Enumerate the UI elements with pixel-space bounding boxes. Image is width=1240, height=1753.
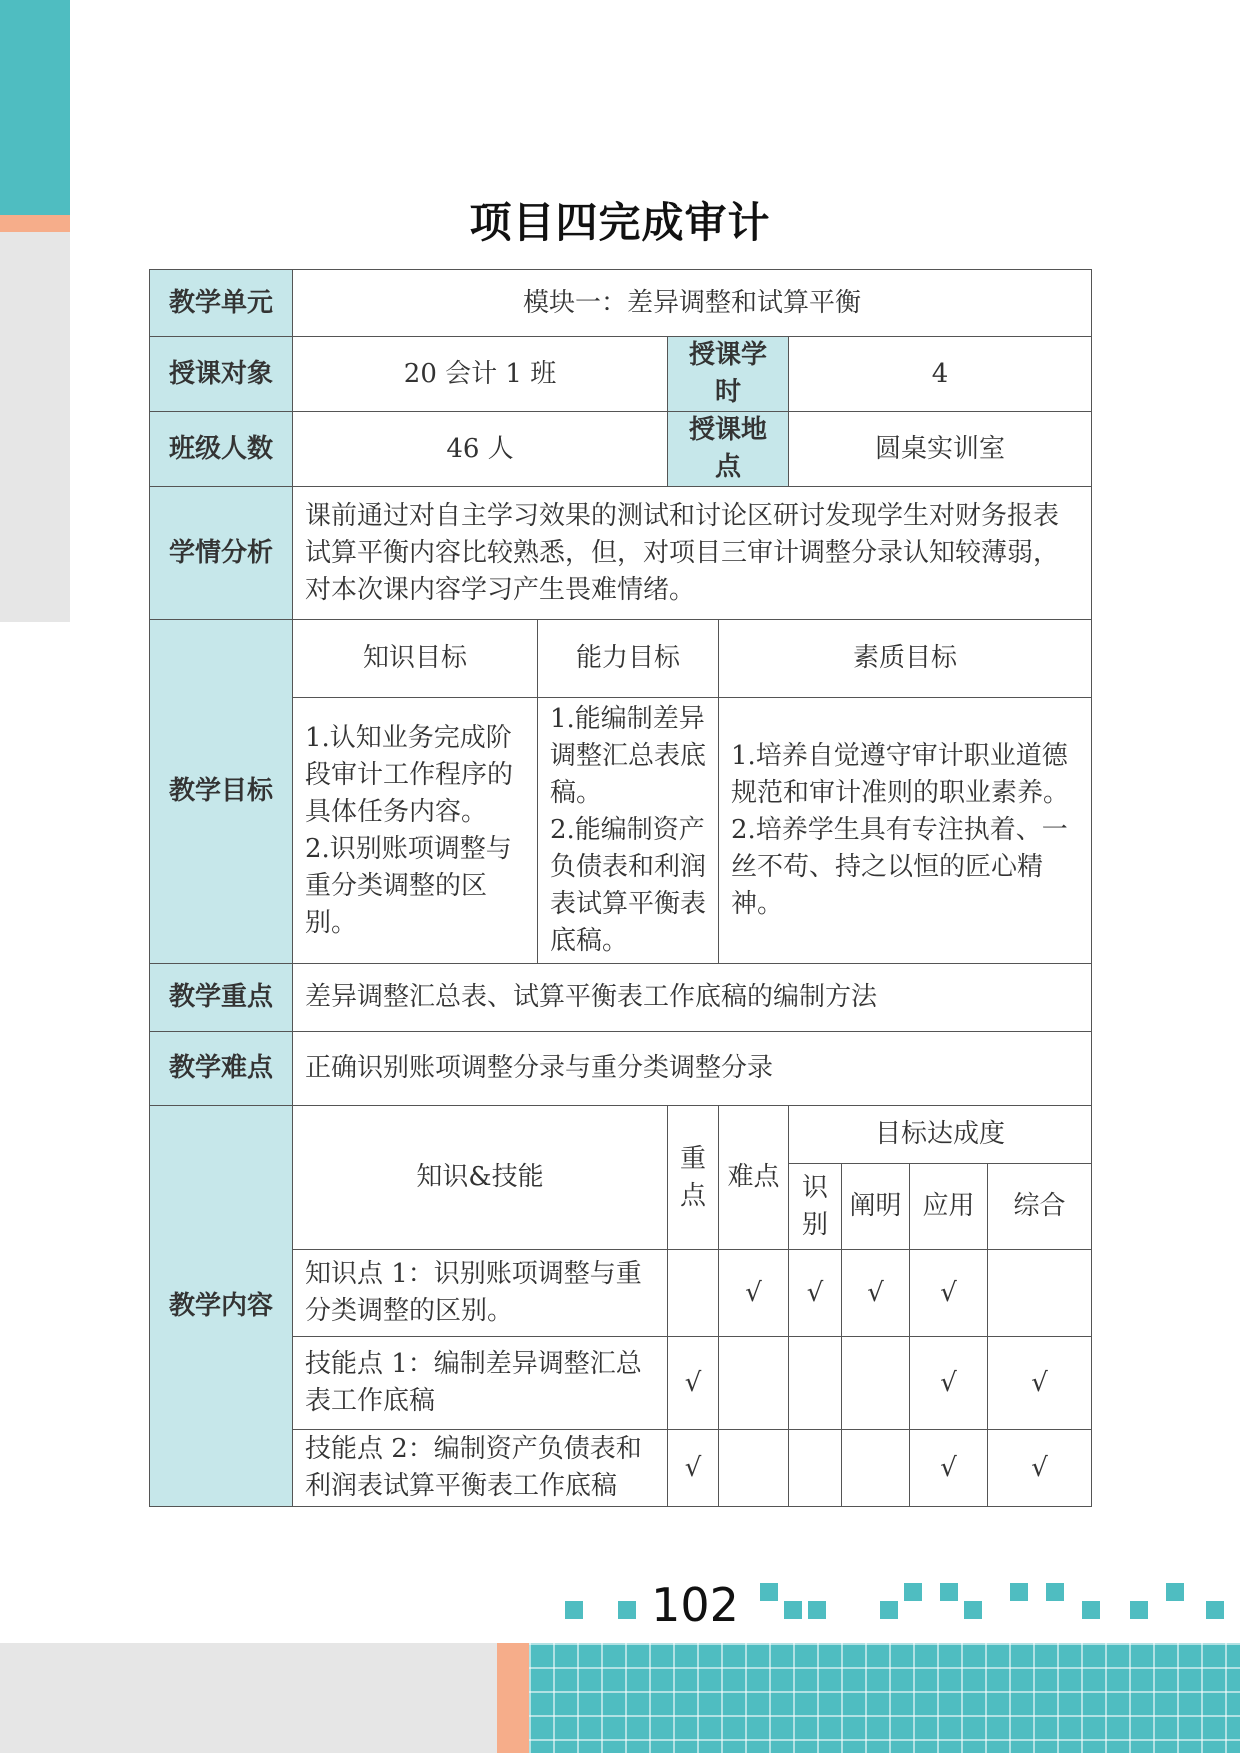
check-cell: √ [988, 1430, 1092, 1507]
decor-square [1166, 1583, 1184, 1601]
value-audience: 20 会计 1 班 [293, 337, 668, 412]
check-cell: √ [910, 1250, 988, 1337]
check-cell: √ [719, 1250, 789, 1337]
content-item-text: 知识点 1：识别账项调整与重分类调整的区别。 [293, 1250, 668, 1337]
value-class-size: 46 人 [293, 412, 668, 487]
content-header-goal: 目标达成度 [789, 1106, 1092, 1164]
page-title: 项目四完成审计 [469, 198, 771, 247]
label-key-points: 教学重点 [150, 964, 293, 1032]
row-difficulties [150, 1032, 1092, 1106]
row-audience [150, 337, 1092, 412]
content-item-text: 技能点 2：编制资产负债表和利润表试算平衡表工作底稿 [293, 1430, 668, 1507]
row-content-header-1 [150, 1106, 1092, 1164]
footer-teal-grid [529, 1643, 1240, 1753]
check-cell [789, 1430, 842, 1507]
label-audience: 授课对象 [150, 337, 293, 412]
decor-square [760, 1583, 778, 1601]
check-cell [988, 1250, 1092, 1337]
page-number: 102 [640, 1578, 750, 1632]
decor-square [565, 1601, 583, 1619]
content-header-skill: 知识&技能 [293, 1106, 668, 1250]
decor-square [808, 1601, 826, 1619]
label-hours: 授课学时 [668, 337, 789, 412]
decor-square [784, 1601, 802, 1619]
footer-gray-band [0, 1643, 500, 1753]
lesson-plan-table [149, 269, 1092, 1507]
decor-left-gray-bar [0, 232, 70, 622]
label-content: 教学内容 [150, 1106, 293, 1507]
value-analysis: 课前通过对自主学习效果的测试和讨论区研讨发现学生对财务报表试算平衡内容比较熟悉，但，对项目三审计调整分录认知较薄弱，对本次课内容学习产生畏难情绪。 [293, 487, 1092, 620]
label-analysis: 学情分析 [150, 487, 293, 620]
check-cell [842, 1337, 910, 1430]
check-cell: √ [789, 1250, 842, 1337]
decor-square [1046, 1583, 1064, 1601]
value-location: 圆桌实训室 [789, 412, 1092, 487]
check-cell [789, 1337, 842, 1430]
value-unit: 模块一：差异调整和试算平衡 [293, 270, 1092, 337]
objective-ability: 1.能编制差异调整汇总表底稿。 2.能编制资产负债表和利润表试算平衡表底稿。 [538, 698, 719, 964]
decor-square [618, 1601, 636, 1619]
content-header-key: 重点 [668, 1106, 719, 1250]
goal-level-explain: 阐明 [842, 1164, 910, 1250]
label-class-size: 班级人数 [150, 412, 293, 487]
row-key-points [150, 964, 1092, 1032]
decor-square [1082, 1601, 1100, 1619]
check-cell: √ [668, 1430, 719, 1507]
decor-square [1010, 1583, 1028, 1601]
label-objectives: 教学目标 [150, 620, 293, 964]
check-cell [719, 1430, 789, 1507]
label-unit: 教学单元 [150, 270, 293, 337]
check-cell [668, 1250, 719, 1337]
goal-level-apply: 应用 [910, 1164, 988, 1250]
decor-square [964, 1601, 982, 1619]
decor-left-teal-bar [0, 0, 70, 215]
objective-header-knowledge: 知识目标 [293, 620, 538, 698]
label-location: 授课地点 [668, 412, 789, 487]
check-cell [842, 1430, 910, 1507]
decor-square [1130, 1601, 1148, 1619]
objective-quality: 1.培养自觉遵守审计职业道德规范和审计准则的职业素养。 2.培养学生具有专注执着、一丝不苟、持之以恒的匠心精神。 [719, 698, 1092, 964]
footer-peach-band [497, 1643, 529, 1753]
goal-level-identify: 识别 [789, 1164, 842, 1250]
row-objective-headers [150, 620, 1092, 698]
content-header-hard: 难点 [719, 1106, 789, 1250]
check-cell: √ [668, 1337, 719, 1430]
check-cell: √ [910, 1430, 988, 1507]
row-class-size [150, 412, 1092, 487]
label-difficulties: 教学难点 [150, 1032, 293, 1106]
decor-square [940, 1583, 958, 1601]
value-hours: 4 [789, 337, 1092, 412]
row-unit [150, 270, 1092, 337]
goal-level-synthesize: 综合 [988, 1164, 1092, 1250]
objective-header-quality: 素质目标 [719, 620, 1092, 698]
check-cell [719, 1337, 789, 1430]
decor-square [904, 1583, 922, 1601]
decor-square [880, 1601, 898, 1619]
check-cell: √ [910, 1337, 988, 1430]
value-difficulties: 正确识别账项调整分录与重分类调整分录 [293, 1032, 1092, 1106]
objective-header-ability: 能力目标 [538, 620, 719, 698]
check-cell: √ [988, 1337, 1092, 1430]
value-key-points: 差异调整汇总表、试算平衡表工作底稿的编制方法 [293, 964, 1092, 1032]
objective-knowledge: 1.认知业务完成阶段审计工作程序的具体任务内容。 2.识别账项调整与重分类调整的区别。 [293, 698, 538, 964]
row-analysis [150, 487, 1092, 620]
content-item-text: 技能点 1：编制差异调整汇总表工作底稿 [293, 1337, 668, 1430]
decor-square [1206, 1601, 1224, 1619]
check-cell: √ [842, 1250, 910, 1337]
